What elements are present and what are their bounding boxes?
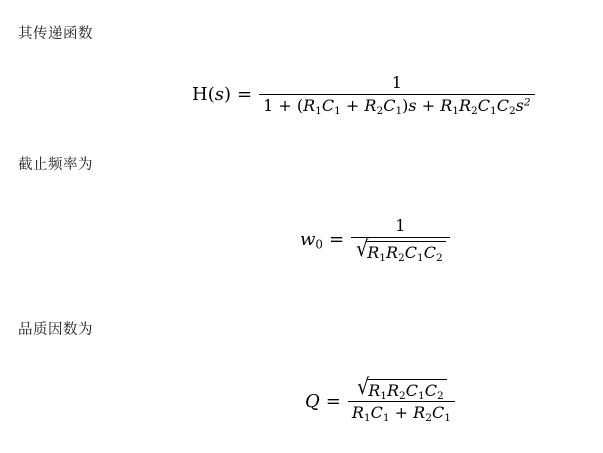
quality-num-r1-sub: 1 [380,389,387,402]
section-label-cutoff-frequency: 截止频率为 [18,157,93,173]
den-s2: s [515,96,524,116]
section-label-quality-factor: 品质因数为 [18,322,93,338]
quality-equals: = [325,390,341,412]
quality-num-c1-sub: 1 [417,389,425,402]
equation-transfer-function [192,72,535,117]
quality-den-c1b-sub: 1 [444,412,451,425]
quality-num-r2: R [386,381,400,400]
den-plus: + [340,96,365,116]
transfer-fraction [259,72,535,117]
transfer-equals: = [237,84,253,106]
quality-den-r2-sub: 2 [425,412,432,425]
cutoff-lhs-symbol: w [300,228,316,250]
cutoff-r2-sub: 2 [398,252,405,265]
equation-quality-factor [305,374,455,425]
cutoff-radicand [366,241,445,265]
quality-den-c1-sub: 1 [382,412,390,425]
cutoff-c2-sub: 2 [435,252,443,265]
cutoff-c2: C [423,243,436,263]
quality-den-c1b: C [431,403,445,423]
den-c1-sub: 1 [334,105,341,118]
den-r1b-sub: 1 [452,105,459,118]
radical-icon: √ [357,374,370,400]
sqrt-group [355,236,446,265]
transfer-lhs-arg: s [214,84,224,106]
quality-num-c2: C [424,381,437,400]
equation-cutoff-frequency [300,215,450,263]
quality-fraction [348,374,455,425]
den-c1c-sub: 1 [489,105,497,118]
den-r1: R [303,96,316,116]
den-c1: C [321,96,335,116]
quality-den-c1: C [370,403,383,423]
quality-num-c1: C [405,381,418,400]
den-c1c: C [477,96,490,116]
quality-den-r1: R [351,403,364,423]
den-c1b-sub: 1 [395,105,403,118]
quality-num-r1: R [368,381,381,400]
quality-num-c2-sub: 2 [436,389,444,402]
den-close: ) [402,96,409,116]
den-c2: C [496,96,509,116]
den-r2b: R [458,96,472,116]
cutoff-r1-sub: 1 [379,252,386,265]
den-s: s [408,96,417,116]
quality-den-r2: R [413,403,426,423]
den-plus2: + [416,96,441,116]
den-r2-sub: 2 [376,105,384,118]
den-r2b-sub: 2 [471,105,478,118]
transfer-lhs-open: ( [207,84,215,106]
quality-denominator [348,402,455,424]
cutoff-r2: R [385,243,398,263]
transfer-lhs [192,84,231,105]
quality-radicand [367,379,446,400]
cutoff-fraction [351,215,450,263]
den-one: 1 + ( [263,96,304,116]
radical-icon: √ [356,236,369,263]
cutoff-c1-sub: 1 [416,252,424,265]
sqrt-group [356,374,447,402]
cutoff-denominator [351,238,450,263]
quality-numerator [352,374,451,402]
quality-lhs-symbol: Q [305,390,320,412]
den-c2-sub: 2 [508,105,516,118]
transfer-lhs-fn: H [192,84,208,106]
den-r1-sub: 1 [315,105,322,118]
den-s2-sup: 2 [523,97,531,110]
quality-lhs [305,391,320,412]
cutoff-numerator: 1 [395,216,406,235]
cutoff-c1: C [404,243,417,263]
quality-den-r1-sub: 1 [363,412,371,425]
den-c1b: C [383,96,396,116]
transfer-numerator: 1 [391,73,402,92]
cutoff-r1: R [367,243,380,263]
den-r2: R [364,96,377,116]
quality-den-plus: + [389,403,414,423]
cutoff-equals: = [328,228,345,250]
section-label-transfer-function: 其传递函数 [18,26,93,42]
transfer-denominator [259,95,535,117]
den-r1b: R [440,96,453,116]
quality-num-r2-sub: 2 [399,389,406,402]
cutoff-lhs-sub: 0 [315,237,323,252]
cutoff-lhs [300,229,323,250]
transfer-lhs-close: ) [223,84,232,106]
